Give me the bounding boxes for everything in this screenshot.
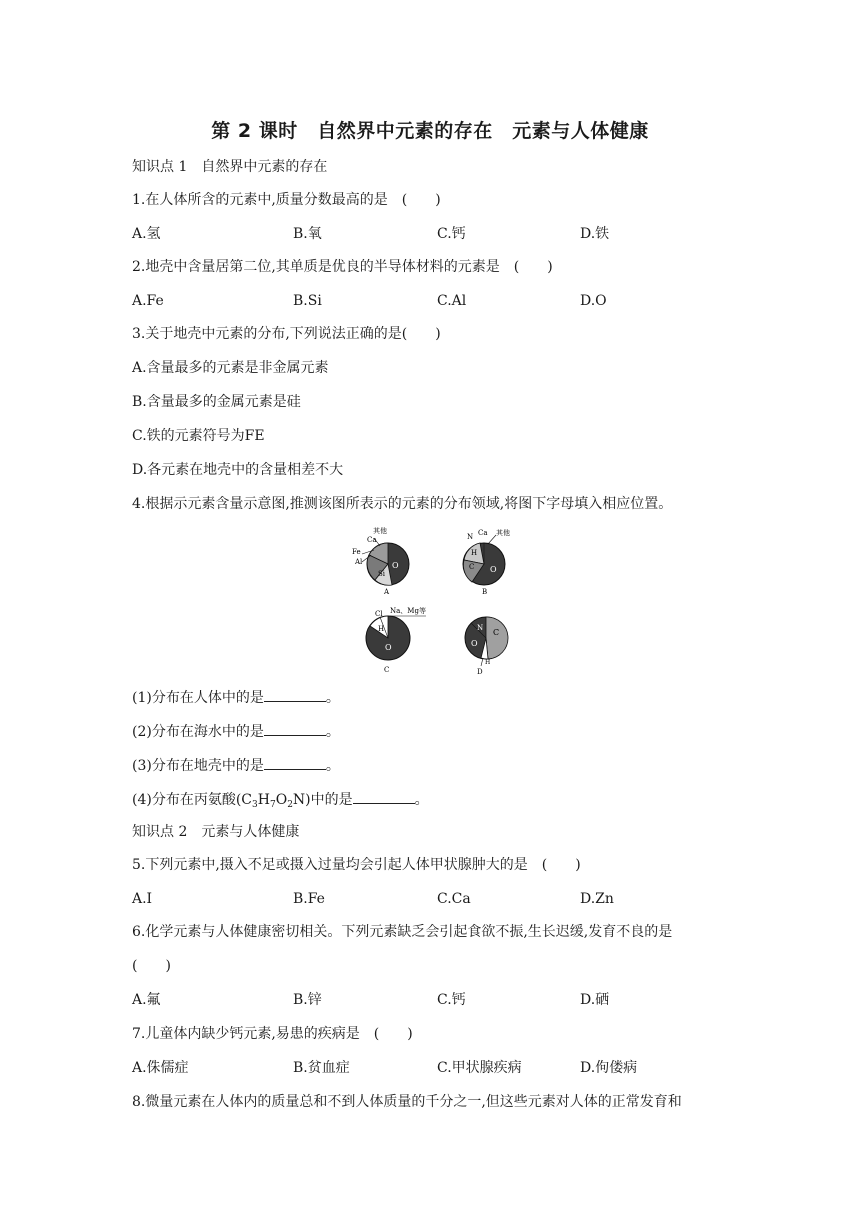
pie-d [465, 617, 508, 676]
formula-h: H [257, 792, 270, 808]
pie-d-label-h: H [485, 659, 491, 666]
q4-answer-blank-4[interactable] [353, 789, 415, 804]
q4-answer-blank-2[interactable] [264, 721, 326, 736]
q4-part-1-period: 。 [325, 690, 340, 706]
section-heading-2: 知识点 2 元素与人体健康 [132, 824, 300, 840]
q4-part-2-text: (2)分布在海水中的是 [132, 724, 264, 740]
pie-d-label-o: O [471, 639, 478, 648]
q4-part-2-period: 。 [325, 724, 340, 740]
page-title: 第 2 课时 自然界中元素的存在 元素与人体健康 [211, 120, 649, 142]
q4-part-3 [132, 755, 340, 776]
q4-part-3-text: (3)分布在地壳中的是 [132, 758, 264, 774]
q5-option-b[interactable]: B.Fe [293, 891, 325, 907]
q2-option-d[interactable]: D.O [580, 293, 607, 309]
pie-c-label-o: O [385, 643, 392, 652]
question-5-stem: 5.下列元素中,摄入不足或摄入过量均会引起人体甲状腺肿大的是 ( ) [132, 857, 581, 873]
element-pie-diagram [340, 524, 540, 684]
q4-answer-blank-3[interactable] [264, 755, 326, 770]
q1-option-a[interactable]: A.氢 [132, 226, 161, 242]
q1-option-b[interactable]: B.氧 [293, 226, 322, 242]
q4-part-4 [132, 789, 429, 815]
question-7-stem: 7.儿童体内缺少钙元素,易患的疾病是 ( ) [132, 1026, 413, 1042]
q3-option-b[interactable]: B.含量最多的金属元素是硅 [132, 394, 301, 410]
q7-option-b[interactable]: B.贫血症 [293, 1060, 350, 1076]
q5-option-c[interactable]: C.Ca [437, 891, 471, 907]
q6-option-b[interactable]: B.锌 [293, 992, 322, 1008]
pie-d-label-n: N [477, 624, 484, 632]
question-2-stem: 2.地壳中含量居第二位,其单质是优良的半导体材料的元素是 ( ) [132, 259, 553, 275]
pie-b-label-other: 其他 [496, 529, 510, 537]
q7-option-c[interactable]: C.甲状腺疾病 [437, 1060, 522, 1076]
q2-option-b[interactable]: B.Si [293, 293, 322, 309]
q3-option-c[interactable]: C.铁的元素符号为FE [132, 428, 265, 444]
pie-c [366, 606, 426, 674]
q1-option-d[interactable]: D.铁 [580, 226, 610, 242]
pie-c-letter: C [384, 666, 390, 674]
question-1-stem: 1.在人体所含的元素中,质量分数最高的是 ( ) [132, 192, 441, 208]
pie-b [463, 528, 510, 596]
q3-option-d[interactable]: D.各元素在地壳中的含量相差不大 [132, 462, 344, 478]
q1-option-c[interactable]: C.钙 [437, 226, 466, 242]
q5-option-d[interactable]: D.Zn [580, 891, 614, 907]
pie-c-label-h: H [378, 625, 385, 633]
formula-tail: N)中的是 [292, 792, 353, 808]
question-8-stem: 8.微量元素在人体内的质量总和不到人体质量的千分之一,但这些元素对人体的正常发育和 [132, 1094, 682, 1110]
pie-a [352, 526, 409, 596]
pie-b-label-ca: Ca [478, 529, 488, 537]
q4-part-1 [132, 687, 340, 708]
q4-part-4-period: 。 [414, 792, 429, 808]
pie-b-letter: B [482, 588, 488, 596]
q2-option-c[interactable]: C.Al [437, 293, 467, 309]
section-heading-1: 知识点 1 自然界中元素的存在 [132, 159, 328, 175]
pie-a-label-other: 其他 [373, 527, 387, 535]
formula-c-subscript: 3 [252, 800, 258, 810]
formula-h-subscript: 7 [269, 800, 276, 810]
question-3-stem: 3.关于地壳中元素的分布,下列说法正确的是( ) [132, 326, 441, 342]
pie-b-label-n: N [467, 533, 474, 541]
q4-part-4-text: (4)分布在丙氨酸(C [132, 792, 253, 808]
q6-option-d[interactable]: D.硒 [580, 992, 610, 1008]
q3-option-a[interactable]: A.含量最多的元素是非金属元素 [132, 360, 329, 376]
pie-charts-figure [340, 524, 540, 680]
pie-c-label-na-mg: Na、Mg等 [390, 607, 426, 615]
question-6-stem: 6.化学元素与人体健康密切相关。下列元素缺乏会引起食欲不振,生长迟缓,发育不良的是 [132, 924, 673, 940]
q7-option-a[interactable]: A.侏儒症 [132, 1060, 189, 1076]
q6-option-a[interactable]: A.氟 [132, 992, 161, 1008]
pie-b-label-h: H [471, 549, 478, 557]
pie-d-letter: D [477, 668, 483, 676]
q4-part-2 [132, 721, 340, 742]
pie-b-label-o: O [490, 565, 497, 574]
pie-a-letter: A [384, 588, 390, 596]
q6-option-c[interactable]: C.钙 [437, 992, 466, 1008]
question-6-bracket: ( ) [132, 958, 171, 974]
pie-a-label-o: O [392, 561, 399, 570]
q4-answer-blank-1[interactable] [264, 687, 326, 702]
pie-b-label-c: C [469, 563, 475, 571]
formula-o: O [275, 792, 288, 808]
pie-a-label-fe: Fe [352, 548, 361, 556]
pie-a-label-si: Si [378, 570, 386, 578]
q4-part-3-period: 。 [325, 758, 340, 774]
pie-a-label-al: Al [355, 558, 363, 566]
question-4-stem: 4.根据示元素含量示意图,推测该图所表示的元素的分布领域,将图下字母填入相应位置。 [132, 496, 673, 512]
pie-a-label-ca: Ca [367, 536, 377, 544]
pie-c-label-cl: Cl [375, 610, 383, 618]
pie-d-label-c: C [493, 628, 500, 637]
q4-part-1-text: (1)分布在人体中的是 [132, 690, 264, 706]
formula-o-subscript: 2 [287, 800, 293, 810]
q2-option-a[interactable]: A.Fe [132, 293, 164, 309]
q7-option-d[interactable]: D.佝偻病 [580, 1060, 638, 1076]
q5-option-a[interactable]: A.I [132, 891, 153, 907]
